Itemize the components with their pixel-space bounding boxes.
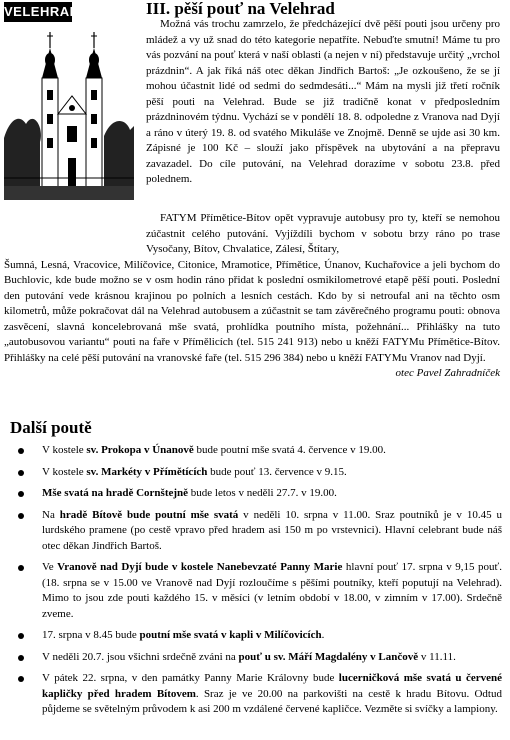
list-item: V neděli 20.7. jsou všichni srdečně zváni na pouť u sv. Máří Magdalény v Lančově v 11.11. [16,650,502,666]
bullet-icon [18,676,24,682]
bullet-icon [18,565,24,571]
section-title: Další poutě [10,418,92,437]
list-item: V kostele sv. Prokopa v Únanově bude poutní mše svatá 4. července v 19.00. [16,443,502,459]
article-paragraph-2-intro: FATYM Přímětice-Bítov opět vypravuje autobusy pro ty, kteří se nemohou zúčastnit celého putování. Vyjíždíli bychom v sobotu brzy ráno po trase Vysočany, Bítov, Chvalatice, Zálesí, Štítary, [146,212,500,255]
article-paragraph-2 [4,211,500,382]
list-item: 17. srpna v 8.45 bude poutní mše svatá v kapli v Milíčovicích. [16,628,502,644]
bullet-icon [18,655,24,661]
article-title: III. pěší pouť na Velehrad [146,0,335,18]
article-paragraph-1: Možná vás trochu zamrzelo, že předcházející dvě pěší pouti jsou určeny pro mládež a vy už snad do této kategorie nepatříte. Nebuďte smutní! Máme tu pro vás pozvání na pouť která v naší oblasti (a nejen v ní) představuje určitý „vrchol prázdnin“. A jak říká náš otec děkan Jindřich Bartoš: „Je ozkoušeno, že se jí mohou účastnit lidé od sedmi do sedmdesáti...“ Mám na mysli již třetí ročník pěší pouti na Velehrad. Bude se již tradičně konat v předposledním prázdninovém týdnu. Vychází se v pondělí 18. 8. odpoledne z Vranova nad Dyjí a ráno v úterý 19. 8. od svatého Mikuláše ve Znojmě. Denně se ujde asi 30 km. Zápisné je 100 Kč – slouží jako příspěvek na ubytování a na přepravu zavazadel. Do cíle putování, na Velehrad dorazíme v sobotu 23.8. před polednem. [146,18,500,185]
church-drawing-icon [4,18,134,200]
list-item: V pátek 22. srpna, v den památky Panny Marie Královny bude lucerničková mše svatá u červené kapličky před hradem Bítovem. Sraz je ve 20.00 na parkovišti na cestě k hradu Bítovu. Odtud půjdeme se světelným průvodem k asi 200 m vzdálené červené kapličce. Vezměte si svíčky a lampiony. [16,671,502,718]
article-signature: otec Pavel Zahradníček [395,367,500,379]
list-item: Mše svatá na hradě Cornštejně bude letos v neděli 27.7. v 19.00. [16,486,502,502]
bullet-icon [18,633,24,639]
church-illustration [4,2,134,200]
bullet-icon [18,448,24,454]
events-list [16,443,502,724]
bullet-icon [18,513,24,519]
article-paragraph-2-rest: Šumná, Lesná, Vracovice, Milíčovice, Citonice, Mramotice, Přímětice, Únanov, Kuchařovice a jeli bychom do Buchlovic, kde bude možno se v osm hodin ráno přidat k poslední osmikilometrové etapě pěší pouti. Poslední den putování vede krásnou krajinou po polních a lesních cestách. Kdo by si netroufal ani na těchto osm kilometrů, může pokračovat dál na Velehrad autobusem a zúčastnit se tam závěrečného programu pouti: obnova zasvěcení, slavná koncelebrovaná mše svatá, prohlídka poutního místa, požehnání... Přihlášky na tuto „autobusovou variantu“ pouti na faře v Přímělicích (tel. 515 241 913) nebo u kněží FATYMu Přímětice-Bítov. Přihlášky na celé pěší putování na vranovské faře (tel. 515 296 384) nebo u kněží FATYMu Vranov nad Dyjí. [4,258,500,364]
bullet-icon [18,470,24,476]
list-item: Na hradě Bítově bude poutní mše svatá v neděli 10. srpna v 11.00. Sraz poutníků je v 10.45 u lurdského pramene (po cestě vpravo před hradem asi 150 m po vrstevnici). Hlavní celebrant bude náš otec děkan Jindřich Bartoš. [16,508,502,555]
list-item: Ve Vranově nad Dyjí bude v kostele Nanebevzaté Panny Marie hlavní pouť 17. srpna v 9,15 pouť. (18. srpna se v 15.00 ve Vranově nad Dyjí rozloučíme s pěšími poutníky, kteří poputují na Velehrad). Mimo to jsou zde pouti každého 15. v měsíci (v letním období v 18.00, v zimním v 17.00). Srdečně zveme. [16,560,502,622]
velehrad-logo: VELEHRAD [4,2,72,22]
bullet-icon [18,491,24,497]
list-item: V kostele sv. Markéty v Přímětících bude pouť 13. července v 9.15. [16,465,502,481]
